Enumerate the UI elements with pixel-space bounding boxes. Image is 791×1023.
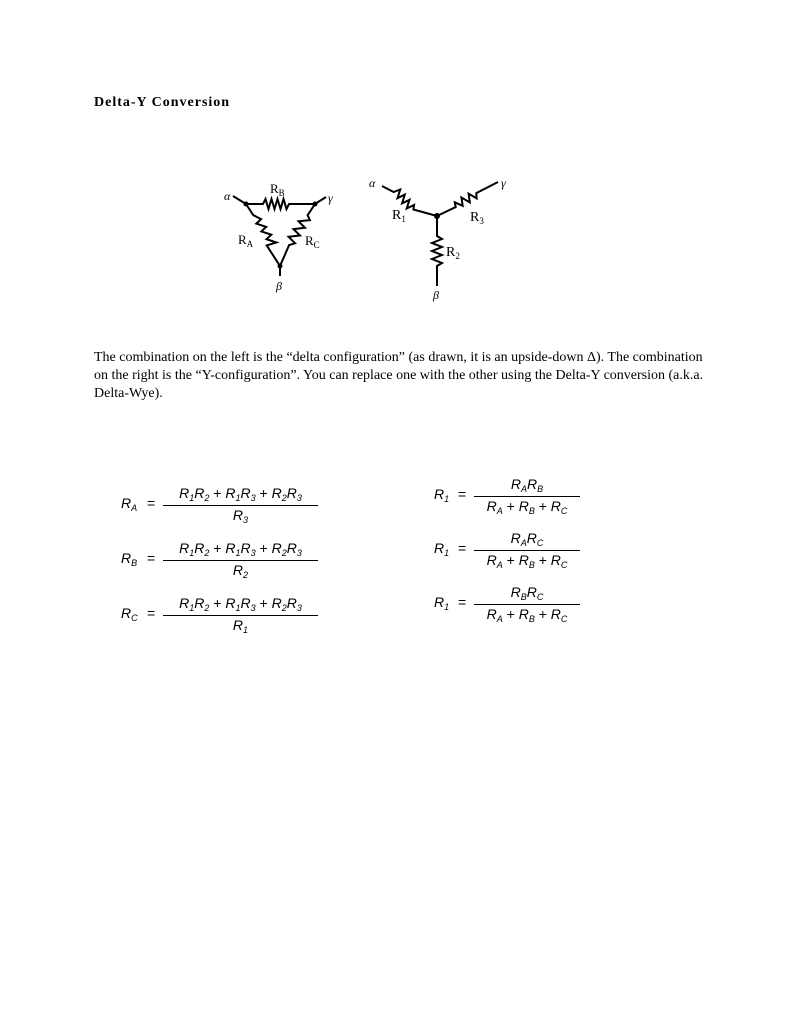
label-r3: $R_3$ — [470, 210, 484, 226]
denominator: $R_A + R_B + R_C$ — [486, 552, 568, 570]
fraction — [474, 530, 580, 570]
delta-node-beta — [278, 264, 283, 269]
label-ra: $R_A$ — [238, 232, 254, 249]
page-title: Delta-Y Conversion — [94, 95, 231, 110]
label-rb: $R_B$ — [270, 181, 285, 198]
equation-lhs: $R_1$ — [434, 486, 450, 504]
fraction — [163, 595, 318, 635]
equation-r1-second: $R_1$ = $R_AR_C$ $R_A + R_B + R_C$ — [434, 530, 584, 570]
y-center-node — [434, 213, 440, 219]
fraction — [474, 476, 580, 516]
equation-rb: $R_B$ = $\frac{R_1R_2 + R_1R_3 + R_2R_3}{R_2}$ — [121, 540, 321, 580]
denominator: $R_A + R_B + R_C$ — [486, 498, 568, 516]
equation-lhs: $R_C$ — [121, 605, 138, 623]
y-circuit — [382, 182, 498, 286]
numerator: $R_AR_C$ — [474, 530, 580, 551]
equation-rc: $R_C$ = $\frac{R_1R_2 + R_1R_3 + R_2R_3}{R_1}$ — [121, 595, 321, 635]
equation-r1-third: $R_1$ = $R_BR_C$ $R_A + R_B + R_C$ — [434, 584, 584, 624]
equation-lhs: $R_A$ — [121, 495, 138, 513]
equation-lhs: $R_1$ — [434, 540, 450, 558]
fraction — [474, 584, 580, 624]
label-r1: $R_1$ — [392, 208, 406, 224]
resistor-r3 — [437, 182, 498, 216]
equation-lhs: $R_1$ — [434, 594, 450, 612]
equation-lhs: $R_B$ — [121, 550, 138, 568]
numerator: $R_1R_2 + R_1R_3 + R_2R_3$ — [163, 485, 318, 506]
denominator: $R_A + R_B + R_C$ — [486, 606, 568, 624]
denominator: $R_2$ — [232, 562, 249, 580]
resistor-ra — [246, 204, 280, 266]
resistor-r2 — [432, 216, 442, 286]
y-gamma-label: γ — [501, 176, 506, 190]
equation-r1-first: $R_1$ = $R_AR_B$ $R_A + R_B + R_C$ — [434, 476, 584, 516]
delta-node-gamma — [313, 202, 318, 207]
resistor-r1 — [382, 186, 437, 216]
denominator: $R_1$ — [232, 617, 249, 635]
denominator: $R_3$ — [232, 507, 249, 525]
fraction — [163, 485, 318, 525]
equation-ra: $R_A$ = $\frac{R_1R_2 + R_1R_3 + R_2R_3}{R_3}$ — [121, 485, 321, 525]
numerator: $R_AR_B$ — [474, 476, 580, 497]
numerator: $R_1R_2 + R_1R_3 + R_2R_3$ — [163, 595, 318, 616]
delta-beta-label: β — [276, 279, 282, 293]
resistor-rb — [246, 199, 315, 209]
y-beta-label: β — [433, 288, 439, 302]
fraction — [163, 540, 318, 580]
circuit-diagrams — [0, 0, 791, 340]
label-rc: $R_C$ — [305, 233, 320, 250]
delta-alpha-label: α — [224, 189, 231, 203]
numerator: $R_BR_C$ — [474, 584, 580, 605]
label-r2: $R_2$ — [446, 245, 460, 261]
delta-node-alpha — [244, 202, 249, 207]
explanation-paragraph: The combination on the left is the “delta configuration” (as drawn, it is an upside-down Δ). The combination on the right is the “Y-configuration”. You can replace one with the other using the Delta-Y conversion (a.k.a. Delta-Wye). — [94, 350, 704, 401]
delta-gamma-label: γ — [328, 191, 333, 205]
numerator: $R_1R_2 + R_1R_3 + R_2R_3$ — [163, 540, 318, 561]
y-alpha-label: α — [369, 176, 376, 190]
